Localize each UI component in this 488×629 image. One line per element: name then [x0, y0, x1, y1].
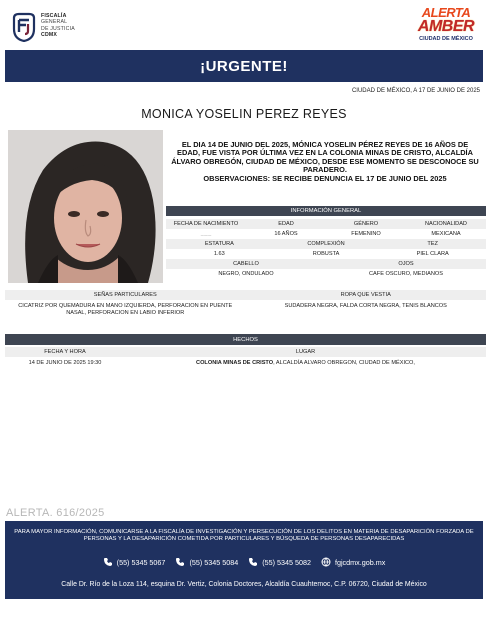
features-values [5, 300, 486, 322]
amber-logo-line2: AMBER [417, 18, 475, 35]
label-eyes: OJOS [398, 261, 414, 267]
info-row1-labels [166, 219, 486, 229]
label-gender: GÉNERO [353, 221, 379, 227]
features-labels [5, 290, 486, 300]
portrait-image [8, 130, 163, 283]
phone-number-3: (55) 5345 5082 [262, 557, 311, 567]
amber-logo-line1: ALERTA [421, 5, 471, 20]
website-link: fgjcdmx.gob.mx [334, 557, 386, 567]
amber-logo-line3: CIUDAD DE MÉXICO [419, 36, 473, 42]
facts-values [5, 357, 486, 369]
value-date-time: 14 DE JUNIO DE 2025 19:30 [28, 360, 102, 366]
fgj-logo [10, 10, 110, 44]
facts-table [5, 334, 486, 369]
missing-person-photo [8, 130, 163, 283]
value-place-rest: , ALCALDÍA ALVARO OBREGON, CIUDAD DE MÉXICO, [273, 360, 415, 366]
issue-date: CIUDAD DE MÉXICO, A 17 DE JUNIO DE 2025 [351, 88, 480, 94]
value-place [125, 357, 486, 369]
label-age: EDAD [278, 221, 294, 227]
label-hair: CABELLO [233, 261, 259, 267]
value-nationality: MEXICANA [431, 231, 461, 237]
phone-icon [103, 557, 113, 567]
value-eyes: CAFE OSCURO, MEDIANOS [369, 271, 443, 277]
alerta-amber-logo [414, 6, 478, 48]
value-hair: NEGRO, ONDULADO [218, 271, 274, 277]
info-row3-values [166, 269, 486, 279]
general-info-header: INFORMACIÓN GENERAL [166, 206, 486, 216]
phone-number-2: (55) 5345 5084 [189, 557, 239, 567]
label-nationality: NACIONALIDAD [425, 221, 467, 227]
phone-icon [175, 557, 185, 567]
info-row1-values [166, 229, 486, 239]
contact-website[interactable] [321, 557, 385, 567]
fgj-wordmark: FISCALÍA GENERAL DE JUSTICIA CDMX [41, 13, 75, 39]
urgent-title: ¡URGENTE! [200, 57, 288, 75]
missing-person-name: MONICA YOSELIN PEREZ REYES [141, 107, 347, 121]
label-complexion: TEZ [427, 241, 438, 247]
info-row2-labels [166, 239, 486, 249]
label-build: COMPLEXIÓN [307, 241, 345, 247]
contact-footer [5, 521, 483, 599]
contact-list [5, 557, 483, 567]
label-distinguishing-marks: SEÑAS PARTICULARES [93, 292, 157, 298]
value-build: ROBUSTA [312, 251, 340, 257]
value-place-colonia: COLONIA MINAS DE CRISTO [196, 360, 274, 366]
label-height: ESTATURA [204, 241, 234, 247]
label-place: LUGAR [295, 349, 316, 355]
value-gender: FEMENINO [351, 231, 381, 237]
contact-phone-1[interactable] [103, 557, 166, 567]
value-age: 16 AÑOS [274, 231, 298, 237]
phone-icon [248, 557, 258, 567]
fgj-emblem-icon [10, 12, 38, 42]
distinguishing-features-table [5, 290, 486, 322]
info-row3-labels [166, 259, 486, 269]
facts-labels [5, 347, 486, 357]
case-description-text: EL DIA 14 DE JUNIO DEL 2025, MÓNICA YOSELIN PÉREZ REYES DE 16 AÑOS DE EDAD, FUE VISTA POR ÚLTIMA VEZ EN LA COLONIA MINAS DE CRISTO, ALCALDÍA ÁLVARO OBREGÓN, CIUDAD DE MÉXICO, DESDE ESE MOMENTO SE DESCONOCE SU PARADERO. [171, 140, 479, 175]
office-address: Calle Dr. Río de la Loza 114, esquina Dr. Vertiz, Colonia Doctores, Alcaldía Cuauhtemoc, C.P. 06720, Ciudad de México [61, 581, 427, 588]
globe-icon [321, 557, 331, 567]
info-row2-values [166, 249, 486, 259]
value-birthdate: -------- [200, 231, 212, 237]
contact-phone-3[interactable] [248, 557, 311, 567]
label-date-time: FECHA Y HORA [44, 349, 86, 355]
footer-info-text: PARA MAYOR INFORMACIÓN, COMUNICARSE A LA FISCALÍA DE INVESTIGACIÓN Y PERSECUCIÓN DE LOS DELITOS EN MATERIA DE DESAPARICIÓN FORZADA DE PERSONAS Y LA DESAPARICIÓN COMETIDA POR PARTICULARES Y BÚSQUEDA DE PERSONAS DESAPARECIDAS [14, 529, 474, 543]
label-birthdate: FECHA DE NACIMIENTO [173, 221, 239, 227]
urgent-banner [5, 50, 483, 82]
value-height: 1.63 [213, 251, 225, 257]
phone-number-1: (55) 5345 5067 [116, 557, 166, 567]
value-distinguishing-marks: CICATRIZ POR QUEMADURA EN MANO IZQUIERDA, PERFORACION EN PUENTE NASAL, PERFORACION EN LABIO INFERIOR [18, 303, 233, 316]
value-complexion: PIEL CLARA [416, 251, 449, 257]
general-info-table [166, 206, 486, 279]
alert-number: ALERTA. 616/2025 [6, 507, 105, 519]
label-clothing: ROPA QUE VESTIA [340, 292, 391, 298]
contact-phone-2[interactable] [175, 557, 238, 567]
case-observations: OBSERVACIONES: SE RECIBE DENUNCIA EL 17 DE JUNIO DEL 2025 [203, 173, 447, 183]
facts-header: HECHOS [5, 334, 486, 345]
value-clothing: SUDADERA NEGRA, FALDA CORTA NEGRA, TENIS BLANCOS [284, 303, 447, 309]
case-description [170, 141, 480, 183]
